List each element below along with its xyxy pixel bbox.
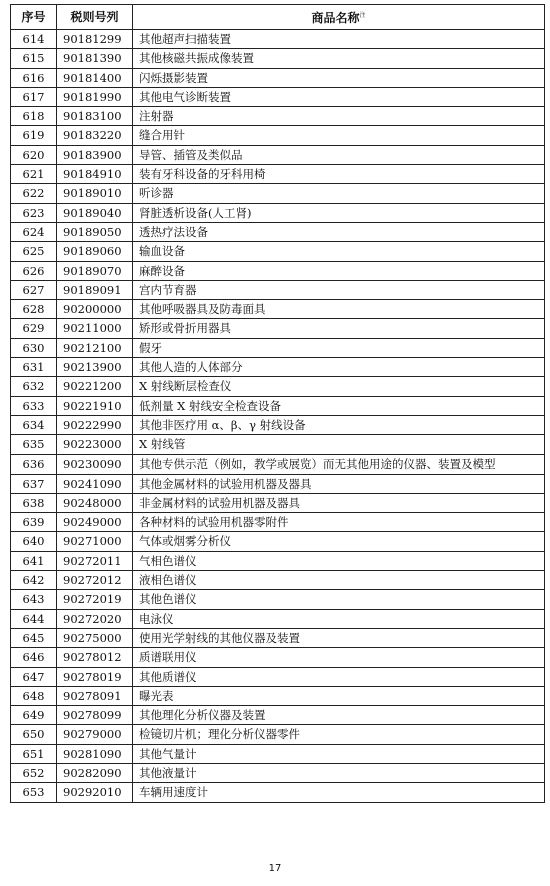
row-name: 其他核磁共振成像装置 xyxy=(133,49,545,68)
row-seq: 637 xyxy=(11,474,57,493)
row-seq: 635 xyxy=(11,435,57,454)
row-code: 90271000 xyxy=(57,532,133,551)
row-seq: 621 xyxy=(11,165,57,184)
header-name-label: 商品名称 xyxy=(311,11,360,25)
table-row xyxy=(11,280,545,299)
row-seq: 619 xyxy=(11,126,57,145)
row-name: 车辆用速度计 xyxy=(133,783,545,802)
table-row xyxy=(11,377,545,396)
row-name: 气体或烟雾分析仪 xyxy=(133,532,545,551)
row-name: 其他液量计 xyxy=(133,763,545,782)
row-name: 检镜切片机；理化分析仪器零件 xyxy=(133,725,545,744)
row-seq: 633 xyxy=(11,396,57,415)
row-seq: 650 xyxy=(11,725,57,744)
row-name: 麻醉设备 xyxy=(133,261,545,280)
row-seq: 651 xyxy=(11,744,57,763)
table-row xyxy=(11,87,545,106)
table-row xyxy=(11,338,545,357)
row-seq: 644 xyxy=(11,609,57,628)
row-name: 质谱联用仪 xyxy=(133,648,545,667)
table-row xyxy=(11,725,545,744)
row-code: 90241090 xyxy=(57,474,133,493)
row-seq: 626 xyxy=(11,261,57,280)
row-seq: 638 xyxy=(11,493,57,512)
table-header-row xyxy=(11,5,545,30)
row-name: 其他非医疗用 α、β、γ 射线设备 xyxy=(133,415,545,434)
row-name: 其他呼吸器具及防毒面具 xyxy=(133,300,545,319)
table-row xyxy=(11,763,545,782)
table-row xyxy=(11,300,545,319)
row-name: 矫形或骨折用器具 xyxy=(133,319,545,338)
row-name: 其他金属材料的试验用机器及器具 xyxy=(133,474,545,493)
table-row xyxy=(11,242,545,261)
row-name: 其他气量计 xyxy=(133,744,545,763)
row-code: 90181299 xyxy=(57,30,133,49)
table-row xyxy=(11,628,545,647)
row-name: 透热疗法设备 xyxy=(133,222,545,241)
row-seq: 648 xyxy=(11,686,57,705)
table-row xyxy=(11,145,545,164)
row-name: 其他理化分析仪器及装置 xyxy=(133,706,545,725)
row-code: 90181390 xyxy=(57,49,133,68)
row-seq: 627 xyxy=(11,280,57,299)
row-name: 其他超声扫描装置 xyxy=(133,30,545,49)
table-row xyxy=(11,358,545,377)
row-name: 其他人造的人体部分 xyxy=(133,358,545,377)
row-code: 90189010 xyxy=(57,184,133,203)
row-seq: 616 xyxy=(11,68,57,87)
table-row xyxy=(11,107,545,126)
row-code: 90181400 xyxy=(57,68,133,87)
row-code: 90278091 xyxy=(57,686,133,705)
page-number: 17 xyxy=(268,863,282,874)
row-code: 90278099 xyxy=(57,706,133,725)
header-seq: 序号 xyxy=(11,5,57,30)
row-code: 90272012 xyxy=(57,571,133,590)
row-seq: 615 xyxy=(11,49,57,68)
table-row xyxy=(11,513,545,532)
header-name xyxy=(133,5,545,30)
row-seq: 642 xyxy=(11,571,57,590)
table-row xyxy=(11,68,545,87)
row-code: 90189091 xyxy=(57,280,133,299)
row-code: 90278012 xyxy=(57,648,133,667)
row-name: 缝合用针 xyxy=(133,126,545,145)
row-code: 90278019 xyxy=(57,667,133,686)
row-name: 电泳仪 xyxy=(133,609,545,628)
table-row xyxy=(11,493,545,512)
row-seq: 623 xyxy=(11,203,57,222)
table-row xyxy=(11,165,545,184)
row-name: 闪烁摄影装置 xyxy=(133,68,545,87)
row-code: 90189060 xyxy=(57,242,133,261)
table-row xyxy=(11,435,545,454)
table-row xyxy=(11,396,545,415)
row-name: X 射线断层检查仪 xyxy=(133,377,545,396)
row-seq: 652 xyxy=(11,763,57,782)
row-seq: 641 xyxy=(11,551,57,570)
row-code: 90272019 xyxy=(57,590,133,609)
row-code: 90211000 xyxy=(57,319,133,338)
row-seq: 631 xyxy=(11,358,57,377)
table-row xyxy=(11,126,545,145)
row-name: 假牙 xyxy=(133,338,545,357)
row-seq: 643 xyxy=(11,590,57,609)
row-code: 90221910 xyxy=(57,396,133,415)
table-row xyxy=(11,609,545,628)
row-seq: 636 xyxy=(11,454,57,474)
row-code: 90230090 xyxy=(57,454,133,474)
row-code: 90279000 xyxy=(57,725,133,744)
table-row xyxy=(11,571,545,590)
row-name: 肾脏透析设备(人工肾) xyxy=(133,203,545,222)
goods-table xyxy=(10,4,545,803)
table-row xyxy=(11,783,545,802)
row-seq: 624 xyxy=(11,222,57,241)
row-name: 宫内节育器 xyxy=(133,280,545,299)
table-row xyxy=(11,648,545,667)
row-code: 90223000 xyxy=(57,435,133,454)
table-body xyxy=(11,30,545,803)
row-code: 90189040 xyxy=(57,203,133,222)
row-code: 90184910 xyxy=(57,165,133,184)
row-name: 其他色谱仪 xyxy=(133,590,545,609)
row-code: 90183220 xyxy=(57,126,133,145)
row-code: 90272011 xyxy=(57,551,133,570)
row-name: 气相色谱仪 xyxy=(133,551,545,570)
row-seq: 622 xyxy=(11,184,57,203)
row-seq: 625 xyxy=(11,242,57,261)
row-name: 注射器 xyxy=(133,107,545,126)
table-row xyxy=(11,184,545,203)
row-name: 非金属材料的试验用机器及器具 xyxy=(133,493,545,512)
row-name: 装有牙科设备的牙科用椅 xyxy=(133,165,545,184)
header-note-mark: 注 xyxy=(359,12,366,19)
table-row xyxy=(11,203,545,222)
table-row xyxy=(11,454,545,474)
row-code: 90248000 xyxy=(57,493,133,512)
row-name: 输血设备 xyxy=(133,242,545,261)
row-code: 90281090 xyxy=(57,744,133,763)
row-name: 各种材料的试验用机器零附件 xyxy=(133,513,545,532)
table-row xyxy=(11,590,545,609)
row-seq: 653 xyxy=(11,783,57,802)
table-row xyxy=(11,319,545,338)
row-name: 其他电气诊断装置 xyxy=(133,87,545,106)
table-row xyxy=(11,686,545,705)
row-code: 90200000 xyxy=(57,300,133,319)
row-name: 低剂量 X 射线安全检查设备 xyxy=(133,396,545,415)
row-seq: 617 xyxy=(11,87,57,106)
table-row xyxy=(11,222,545,241)
table-row xyxy=(11,667,545,686)
row-code: 90275000 xyxy=(57,628,133,647)
row-name: 其他专供示范（例如，教学或展览）而无其他用途的仪器、装置及模型 xyxy=(133,454,545,474)
row-code: 90189070 xyxy=(57,261,133,280)
header-code: 税则号列 xyxy=(57,5,133,30)
table-row xyxy=(11,415,545,434)
row-code: 90212100 xyxy=(57,338,133,357)
row-name: 其他质谱仪 xyxy=(133,667,545,686)
row-name: X 射线管 xyxy=(133,435,545,454)
table-row xyxy=(11,706,545,725)
row-seq: 640 xyxy=(11,532,57,551)
row-code: 90181990 xyxy=(57,87,133,106)
table-row xyxy=(11,49,545,68)
row-seq: 629 xyxy=(11,319,57,338)
row-code: 90272020 xyxy=(57,609,133,628)
row-seq: 647 xyxy=(11,667,57,686)
row-code: 90249000 xyxy=(57,513,133,532)
row-seq: 645 xyxy=(11,628,57,647)
table-row xyxy=(11,30,545,49)
row-seq: 646 xyxy=(11,648,57,667)
row-seq: 632 xyxy=(11,377,57,396)
row-seq: 639 xyxy=(11,513,57,532)
row-name: 使用光学射线的其他仪器及装置 xyxy=(133,628,545,647)
row-seq: 620 xyxy=(11,145,57,164)
row-seq: 634 xyxy=(11,415,57,434)
row-code: 90292010 xyxy=(57,783,133,802)
table-row xyxy=(11,532,545,551)
row-seq: 628 xyxy=(11,300,57,319)
row-seq: 649 xyxy=(11,706,57,725)
row-name: 导管、插管及类似品 xyxy=(133,145,545,164)
row-code: 90222990 xyxy=(57,415,133,434)
row-seq: 618 xyxy=(11,107,57,126)
table-row xyxy=(11,474,545,493)
row-name: 听诊器 xyxy=(133,184,545,203)
row-code: 90183900 xyxy=(57,145,133,164)
row-name: 液相色谱仪 xyxy=(133,571,545,590)
table-row xyxy=(11,261,545,280)
row-seq: 630 xyxy=(11,338,57,357)
row-code: 90221200 xyxy=(57,377,133,396)
row-code: 90282090 xyxy=(57,763,133,782)
table-row xyxy=(11,744,545,763)
row-code: 90183100 xyxy=(57,107,133,126)
table-row xyxy=(11,551,545,570)
row-code: 90213900 xyxy=(57,358,133,377)
row-seq: 614 xyxy=(11,30,57,49)
row-code: 90189050 xyxy=(57,222,133,241)
row-name: 曝光表 xyxy=(133,686,545,705)
